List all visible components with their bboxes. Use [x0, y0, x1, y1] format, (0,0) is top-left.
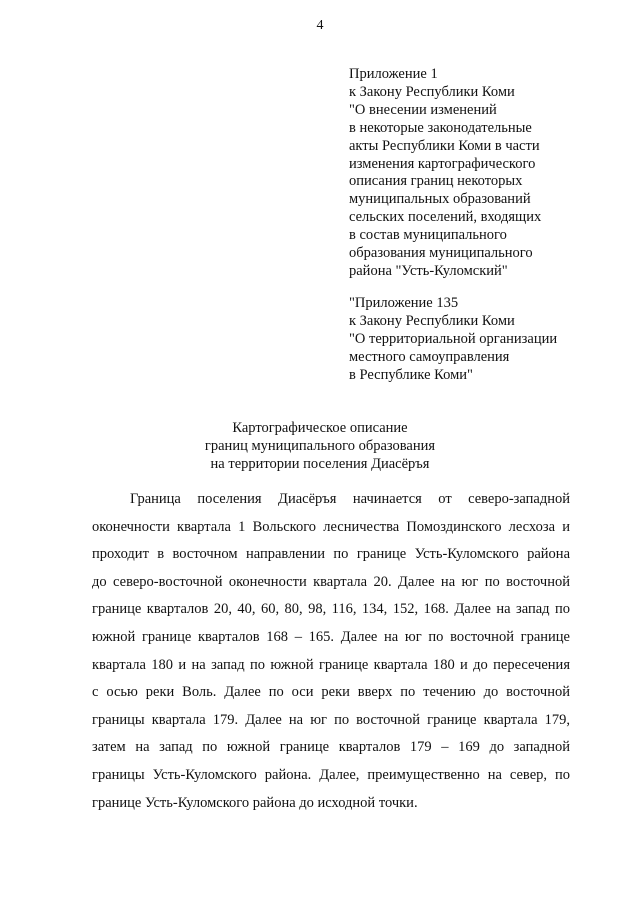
paragraph-line: оконечности квартала 1 Вольского лесничества Помоздинского лесхоза и [92, 518, 570, 535]
document-title [0, 419, 640, 473]
appendix-135-line: к Закону Республики Коми [349, 312, 515, 329]
appendix-1-header [349, 66, 541, 281]
paragraph-line: границе Усть-Куломского района до исходной точки. [92, 794, 418, 811]
appendix-1-line: "О внесении изменений [349, 101, 497, 118]
paragraph-line: до северо-восточной оконечности квартала 20. Далее на юг по восточной [92, 573, 570, 590]
paragraph-line: проходит в восточном направлении по границе Усть-Куломского района [92, 546, 570, 563]
page-number: 4 [316, 18, 324, 33]
appendix-135-header [349, 295, 557, 385]
appendix-1-line: Приложение 1 [349, 66, 438, 82]
paragraph-line: Граница поселения Диасёръя начинается от северо-западной [130, 491, 570, 507]
paragraph-line: южной границе кварталов 168 – 165. Далее на юг по восточной границе [92, 628, 570, 645]
appendix-135-line: в Республике Коми" [349, 366, 473, 383]
appendix-1-line: описания границ некоторых [349, 173, 523, 190]
appendix-135-line: "О территориальной организации [349, 330, 558, 347]
appendix-1-line: района "Усть-Куломский" [349, 262, 508, 279]
appendix-1-line: в некоторые законодательные [349, 119, 532, 136]
title-line: на территории поселения Диасёръя [210, 456, 430, 472]
appendix-1-line: акты Республики Коми в части [349, 137, 540, 154]
paragraph-line: затем на запад по южной границе кварталов 179 – 169 до западной [92, 739, 570, 756]
title-line: Картографическое описание [232, 420, 408, 436]
appendix-135-line: "Приложение 135 [349, 295, 459, 311]
title-line: границ муниципального образования [204, 438, 436, 454]
paragraph-line: границе кварталов 20, 40, 60, 80, 98, 116, 134, 152, 168. Далее на запад по [92, 601, 570, 618]
appendix-135-line: местного самоуправления [349, 348, 510, 365]
paragraph-line: границы квартала 179. Далее на юг по восточной границе квартала 179, [92, 711, 570, 728]
appendix-1-line: к Закону Республики Коми [349, 83, 515, 100]
paragraph-line: квартала 180 и на запад по южной границе квартала 180 и до пересечения [92, 656, 570, 673]
appendix-1-line: в состав муниципального [349, 227, 507, 244]
appendix-1-line: образования муниципального [349, 245, 533, 262]
paragraph-line: границы Усть-Куломского района. Далее, преимущественно на север, по [92, 766, 570, 783]
boundary-description-paragraph [92, 486, 570, 817]
appendix-1-line: муниципальных образований [349, 191, 531, 208]
paragraph-line: с осью реки Воль. Далее по оси реки вверх по течению до восточной [92, 684, 570, 701]
appendix-1-line: изменения картографического [349, 155, 536, 172]
appendix-1-line: сельских поселений, входящих [349, 209, 542, 226]
